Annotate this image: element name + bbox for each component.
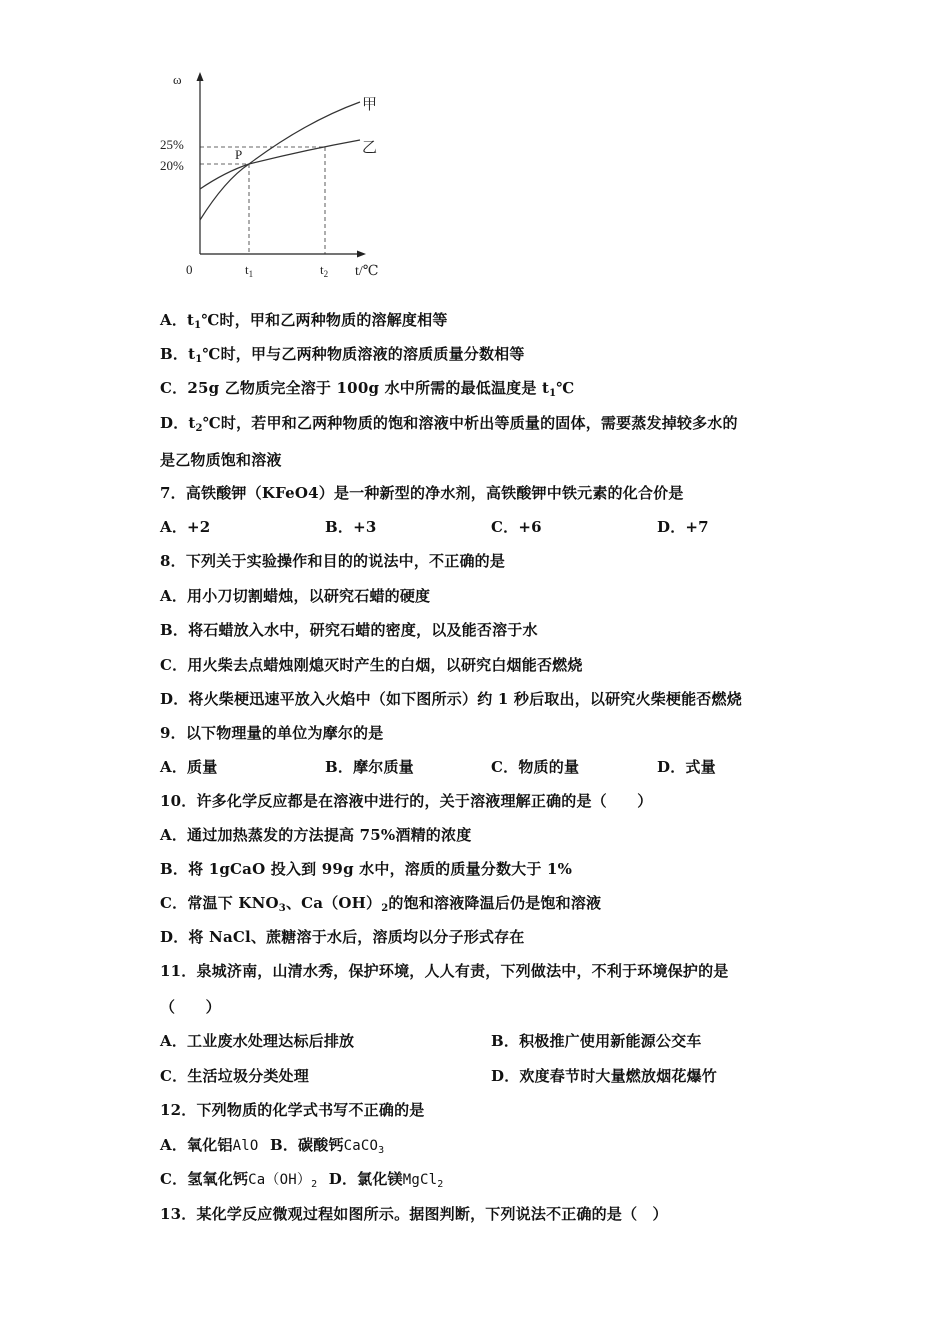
q7-option-a: A．+2 [160, 518, 211, 536]
q6-option-c: C．25g 乙物质完全溶于 100g 水中所需的最低温度是 t1℃ [160, 379, 575, 399]
q7-stem: 7．高铁酸钾（KFeO4）是一种新型的净水剂，高铁酸钾中铁元素的化合价是 [160, 484, 684, 502]
q12-formula-b: CaCO [343, 1138, 379, 1154]
x-tick-t2: $t_2$ [320, 262, 329, 279]
q12-formula-d: MgCl [402, 1172, 438, 1188]
q7-options [160, 517, 800, 537]
q9-option-d: D．式量 [657, 758, 716, 776]
q6-option-d-continued: 是乙物质饱和溶液 [160, 451, 282, 469]
q8-option-d: D．将火柴梗迅速平放入火焰中（如下图所示）约 1 秒后取出，以研究火柴梗能否燃烧 [160, 690, 742, 708]
q11-option-d: D．欢度春节时大量燃放烟花爆竹 [491, 1067, 718, 1085]
q7-option-c: C．+6 [491, 518, 542, 536]
point-p-label: P [235, 147, 243, 162]
q12-options-ab: A．氧化铝AlO B．碳酸钙CaCO3 [160, 1136, 385, 1156]
q6-option-a: A．t1℃时，甲和乙两种物质的溶解度相等 [160, 311, 448, 331]
q12-formula-c: Ca（OH） [248, 1172, 312, 1188]
series-jia-label: 甲 [362, 97, 378, 113]
series-yi-label: 乙 [362, 140, 378, 156]
q9-option-b: B．摩尔质量 [325, 758, 414, 776]
q12-option-c: C．氢氧化钙 [160, 1170, 249, 1188]
x-axis-arrow [357, 251, 366, 258]
q10-option-a: A．通过加热蒸发的方法提高 75%酒精的浓度 [160, 826, 472, 844]
q11-stem: 11．泉城济南，山清水秀，保护环境，人人有责，下列做法中，不利于环境保护的是 [160, 962, 729, 980]
origin-label: 0 [186, 262, 193, 277]
q10-stem: 10．许多化学反应都是在溶液中进行的，关于溶液理解正确的是（ ） [160, 792, 653, 810]
q10-option-d: D．将 NaCl、蔗糖溶于水后，溶质均以分子形式存在 [160, 928, 525, 946]
q8-option-a: A．用小刀切割蜡烛，以研究石蜡的硬度 [160, 587, 431, 605]
q7-option-d: D．+7 [657, 518, 709, 536]
q7-option-b: B．+3 [325, 518, 377, 536]
q12-stem: 12．下列物质的化学式书写不正确的是 [160, 1101, 425, 1119]
q12-option-b: B．碳酸钙 [269, 1136, 344, 1154]
q10-option-b: B．将 1gCaO 投入到 99g 水中，溶质的质量分数大于 1% [160, 860, 573, 878]
q12-option-a: A．氧化铝 [160, 1136, 233, 1154]
q6-option-b: B．t1℃时，甲与乙两种物质溶液的溶质质量分数相等 [160, 345, 525, 365]
q8-option-b: B．将石蜡放入水中，研究石蜡的密度，以及能否溶于水 [160, 621, 538, 639]
q6-option-d: D．t2℃时，若甲和乙两种物质的饱和溶液中析出等质量的固体，需要蒸发掉较多水的 [160, 414, 738, 434]
x-axis-label: t/℃ [355, 264, 379, 279]
q9-options [160, 757, 800, 777]
q11-paren: （ ） [160, 998, 221, 1016]
q13-stem: 13．某化学反应微观过程如图所示。据图判断，下列说法不正确的是（ ） [160, 1205, 668, 1223]
y-tick-25: 25% [160, 137, 184, 152]
q12-options-cd: C．氢氧化钙Ca（OH）2 D．氯化镁MgCl2 [160, 1170, 444, 1190]
y-tick-20: 20% [160, 158, 184, 173]
y-axis-label: ω [173, 72, 182, 87]
solubility-chart [155, 62, 400, 287]
q11-option-a: A．工业废水处理达标后排放 [160, 1032, 355, 1050]
q12-option-d: D．氯化镁 [328, 1170, 403, 1188]
x-tick-t1: $t_1$ [245, 262, 254, 279]
q8-option-c: C．用火柴去点蜡烛刚熄灭时产生的白烟，以研究白烟能否燃烧 [160, 656, 583, 674]
q11-option-b: B．积极推广使用新能源公交车 [491, 1032, 702, 1050]
q10-option-c: C．常温下 KNO3、Ca（OH）2的饱和溶液降温后仍是饱和溶液 [160, 894, 602, 914]
q9-option-c: C．物质的量 [491, 758, 580, 776]
q9-stem: 9．以下物理量的单位为摩尔的是 [160, 724, 384, 742]
q8-stem: 8．下列关于实验操作和目的的说法中，不正确的是 [160, 552, 506, 570]
q9-option-a: A．质量 [160, 758, 218, 776]
q12-formula-a: AlO [232, 1138, 259, 1154]
series-jia-curve [200, 102, 360, 220]
y-axis-arrow [197, 72, 204, 81]
q11-option-c: C．生活垃圾分类处理 [160, 1067, 309, 1085]
